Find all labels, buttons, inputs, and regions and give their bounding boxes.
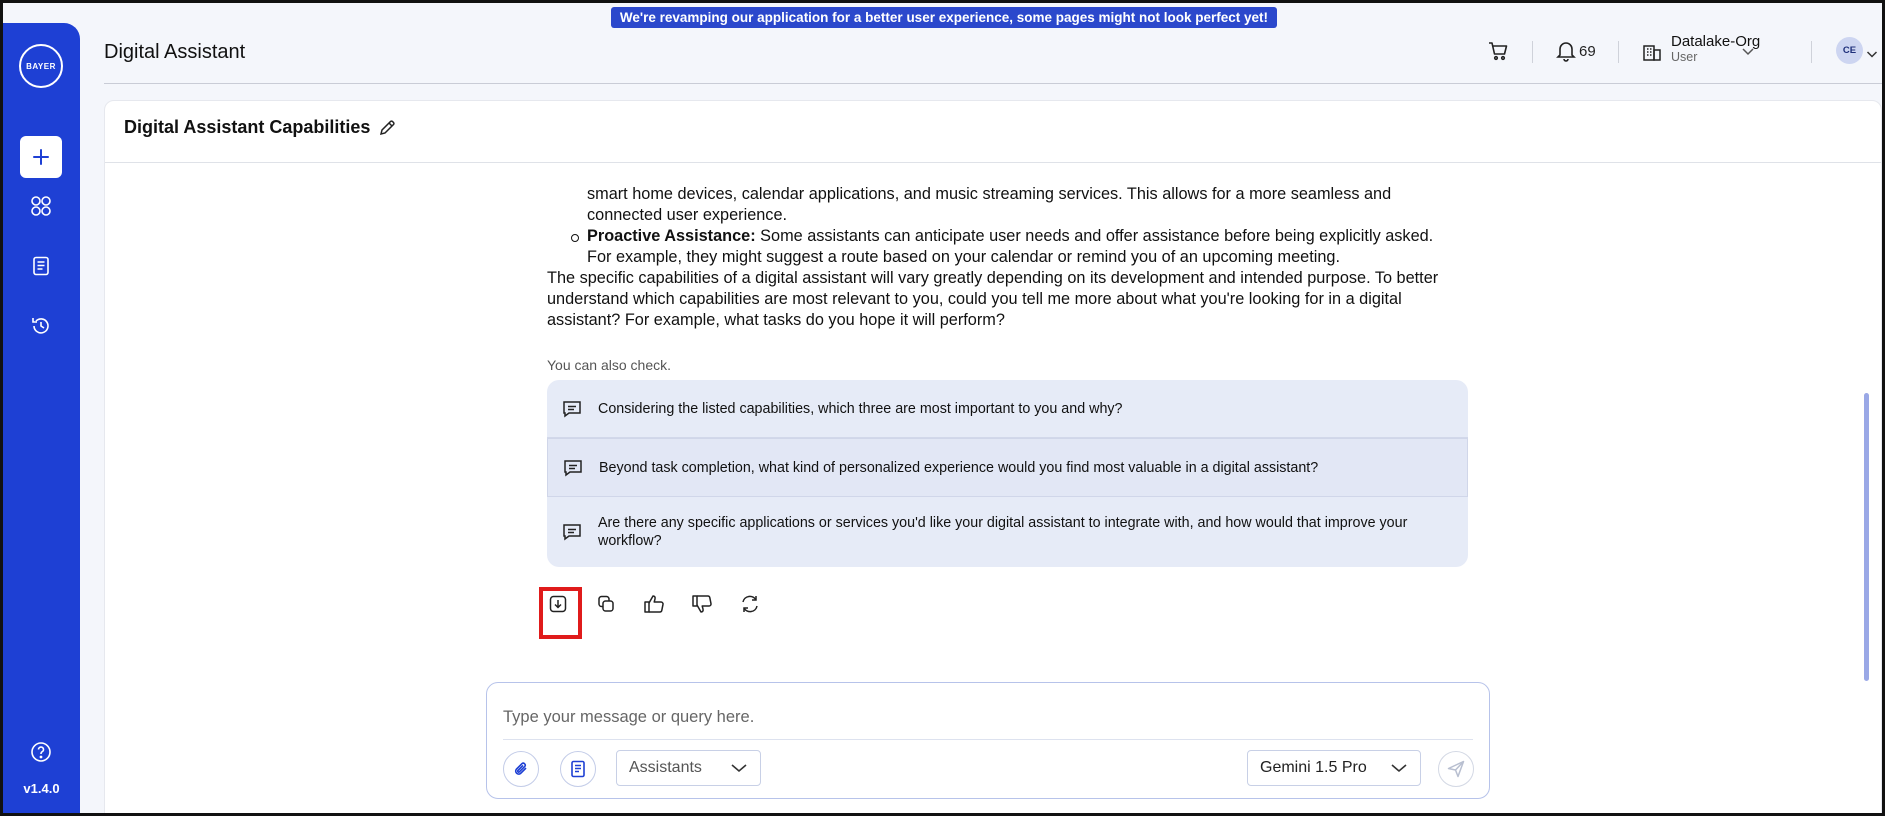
chevron-down-icon bbox=[1866, 50, 1878, 59]
suggestion-item[interactable] bbox=[547, 497, 1468, 567]
notifications-button[interactable] bbox=[1556, 40, 1596, 62]
help-button[interactable] bbox=[29, 740, 53, 764]
bullet-text: Some assistants can anticipate user needs and offer assistance before being explicitly asked. bbox=[755, 227, 1434, 245]
announcement-banner: We're revamping our application for a better user experience, some pages might not look perfect yet! bbox=[611, 7, 1277, 28]
regenerate-button[interactable] bbox=[738, 592, 762, 616]
new-chat-button[interactable] bbox=[20, 136, 62, 178]
paperclip-icon bbox=[512, 760, 530, 778]
assistant-message bbox=[547, 184, 1472, 331]
org-role: User bbox=[1671, 50, 1698, 64]
help-icon bbox=[30, 741, 52, 763]
thumbs-up-icon bbox=[643, 594, 665, 614]
suggestion-item[interactable] bbox=[547, 380, 1468, 438]
edit-pencil-icon[interactable] bbox=[378, 119, 396, 137]
message-line: smart home devices, calendar applications, and music streaming services. This allows for a more seamless and bbox=[587, 185, 1392, 203]
message-summary: The specific capabilities of a digital assistant will vary greatly depending on its development and intended purpose. To better understand which capabilities are most relevant to you, could you tell me more about what you're looking for in a digital assistant? For example, what tasks do you hope it will perform? bbox=[547, 269, 1439, 329]
org-dropdown-button[interactable] bbox=[1741, 44, 1755, 62]
conversation-title bbox=[124, 117, 396, 138]
message-composer bbox=[486, 682, 1490, 799]
bell-icon bbox=[1556, 40, 1576, 62]
plus-icon bbox=[32, 148, 50, 166]
notification-count: 69 bbox=[1579, 42, 1596, 60]
documents-button[interactable] bbox=[560, 751, 596, 787]
assistants-dropdown[interactable] bbox=[616, 750, 761, 786]
suggestion-text: Considering the listed capabilities, which three are most important to you and why? bbox=[598, 400, 1123, 417]
suggestion-text: Are there any specific applications or services you'd like your digital assistant to integrate with, and how would that improve your workflow? bbox=[598, 515, 1408, 549]
sidebar bbox=[3, 23, 80, 816]
regenerate-icon bbox=[739, 593, 761, 615]
header-divider bbox=[1532, 41, 1533, 63]
chevron-down-icon bbox=[730, 763, 748, 773]
copy-button[interactable] bbox=[594, 592, 618, 616]
send-button[interactable] bbox=[1438, 751, 1474, 787]
user-menu-button[interactable] bbox=[1866, 46, 1878, 64]
org-name: Datalake-Org bbox=[1671, 33, 1761, 50]
thumbs-up-button[interactable] bbox=[642, 592, 666, 616]
header-divider bbox=[1811, 41, 1812, 63]
send-icon bbox=[1446, 759, 1466, 779]
user-avatar[interactable]: CE bbox=[1836, 37, 1863, 64]
model-label: Gemini 1.5 Pro bbox=[1260, 759, 1367, 776]
chat-bubble-icon bbox=[562, 458, 584, 478]
suggestions-list bbox=[547, 380, 1468, 567]
chat-header bbox=[105, 101, 1881, 163]
thumbs-down-button[interactable] bbox=[690, 592, 714, 616]
building-icon bbox=[1641, 41, 1663, 63]
sidebar-item-documents[interactable] bbox=[29, 254, 53, 278]
chat-bubble-icon bbox=[561, 399, 583, 419]
attach-button[interactable] bbox=[503, 751, 539, 787]
chevron-down-icon bbox=[1390, 763, 1408, 773]
message-bullet bbox=[547, 226, 1472, 247]
document-icon bbox=[570, 760, 586, 778]
suggestion-item[interactable] bbox=[547, 438, 1468, 497]
chat-scrollbar[interactable] bbox=[1864, 393, 1869, 681]
model-dropdown[interactable] bbox=[1247, 750, 1421, 786]
thumbs-down-icon bbox=[691, 594, 713, 614]
copy-icon bbox=[596, 594, 616, 614]
cart-icon bbox=[1487, 40, 1509, 62]
app-version: v1.4.0 bbox=[23, 781, 60, 796]
sidebar-item-history[interactable] bbox=[29, 314, 53, 338]
sidebar-item-apps[interactable] bbox=[29, 194, 53, 218]
header-divider bbox=[1618, 41, 1619, 63]
chat-bubble-icon bbox=[561, 522, 583, 542]
suggestion-text: Beyond task completion, what kind of personalized experience would you find most valuable in a digital assistant? bbox=[599, 459, 1319, 476]
page-title: Digital Assistant bbox=[104, 41, 246, 63]
composer-divider bbox=[503, 739, 1473, 740]
bullet-title: Proactive Assistance: bbox=[587, 227, 756, 245]
assistants-label: Assistants bbox=[629, 759, 702, 776]
cart-button[interactable] bbox=[1487, 40, 1509, 67]
logo-text: BAYER bbox=[26, 61, 56, 71]
bayer-logo[interactable] bbox=[19, 44, 63, 88]
conversation-title-text: Digital Assistant Capabilities bbox=[124, 117, 371, 137]
highlight-box bbox=[539, 587, 582, 639]
history-icon bbox=[30, 315, 52, 337]
chevron-down-icon bbox=[1741, 47, 1755, 57]
message-line: For example, they might suggest a route based on your calendar or remind you of an upcoming meeting. bbox=[587, 248, 1340, 266]
apps-grid-icon bbox=[30, 195, 52, 217]
header-divider-line bbox=[104, 83, 1882, 84]
message-input[interactable] bbox=[503, 704, 1473, 730]
suggestions-heading: You can also check. bbox=[547, 357, 672, 373]
document-icon bbox=[32, 256, 50, 276]
message-line: connected user experience. bbox=[587, 206, 788, 224]
